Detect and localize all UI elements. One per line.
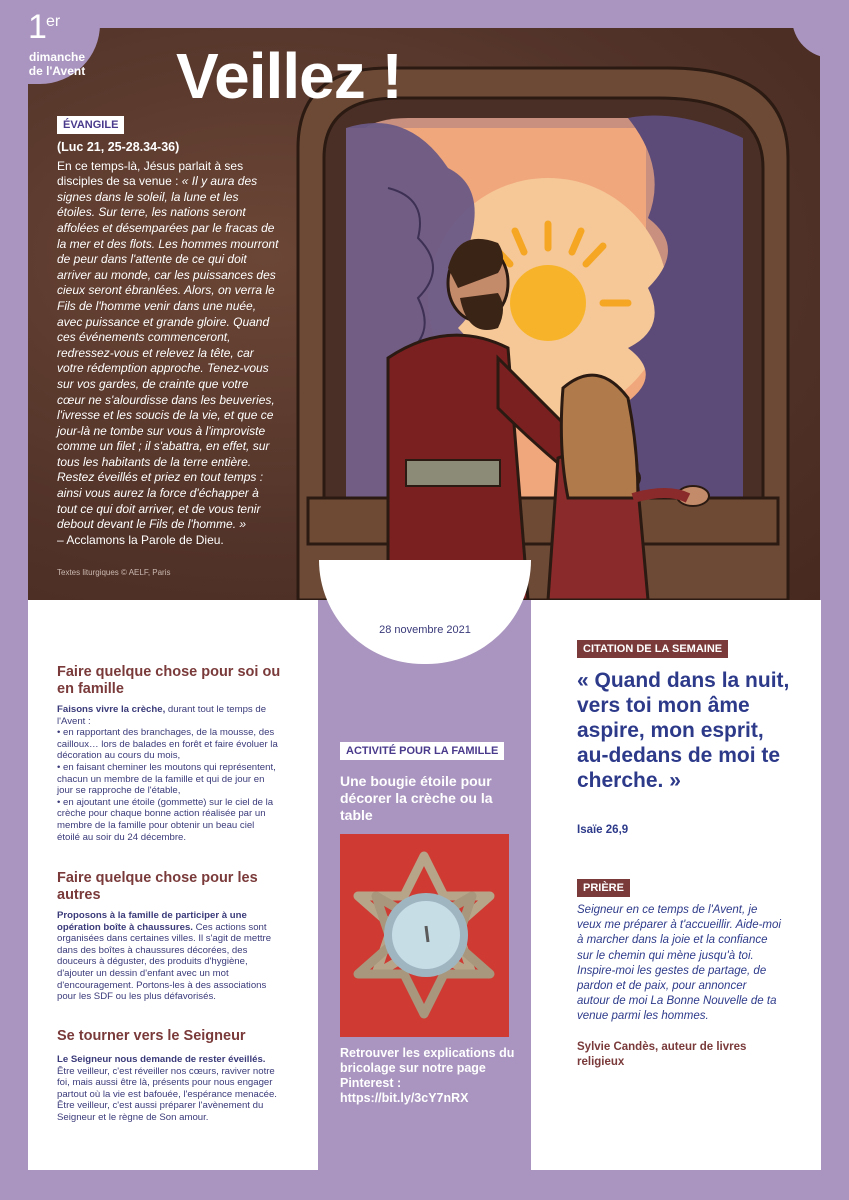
section-lead: Faisons vivre la crèche, bbox=[57, 704, 166, 715]
activity-title: Une bougie étoile pour décorer la crèche ou la table bbox=[340, 773, 493, 823]
section-lead: Le Seigneur nous demande de rester éveillés. bbox=[57, 1054, 266, 1065]
day-superscript: er bbox=[46, 13, 61, 30]
gospel-tag: ÉVANGILE bbox=[57, 116, 124, 134]
candle-star-photo bbox=[340, 834, 509, 1037]
section-title-self: Faire quelque chose pour soi ou en famille bbox=[57, 664, 281, 697]
star-candle-icon bbox=[340, 834, 509, 1037]
gospel-quote: « Il y aura des signes dans le soleil, la lune et les étoiles. Sur terre, les nations seront affolées et désemparées par le fracas de la mer et des flots. Les hommes mourront de peur dans l'attente de ce qui doit arriver au monde, car les puissances des cieux seront ébranlées. Alors, on verra le Fils de l'homme venir dans une nuée, avec puissance et grande gloire. Quand ces événements commenceront, redressez-vous et relevez la tête, car votre rédemption approche. Tenez-vous sur vos gardes, de crainte que votre cœur ne s'alourdisse dans les beuveries, l'ivresse et les soucis de la vie, et que ce jour-là ne tombe sur vous à l'improviste comme un filet ; il s'abattra, en effet, sur tous les habitants de la terre entière. Restez éveillés et priez en tout temps : ainsi vous aurez la force d'échapper à tout ce qui doit arriver, et de vous tenir debout devant le Fils de l'homme. » bbox=[57, 174, 279, 532]
section-title-others: Faire quelque chose pour les autres bbox=[57, 870, 258, 903]
section-body-self bbox=[57, 704, 279, 843]
weekly-quote: « Quand dans la nuit, vers toi mon âme aspire, mon esprit, au-dedans de moi te cherche. » bbox=[577, 669, 790, 792]
quote-source: Isaïe 26,9 bbox=[577, 824, 629, 836]
copyright-note: Textes liturgiques © AELF, Paris bbox=[57, 568, 171, 577]
section-body-lord bbox=[57, 1054, 279, 1124]
gospel-closing: – Acclamons la Parole de Dieu. bbox=[57, 532, 224, 547]
prayer-text: Seigneur en ce temps de l'Avent, je veux me préparer à t'accueillir. Aide-moi à marcher dans la joie et la confiance sur le chemin qui mène jusqu'à toi. Inspire-moi les gestes de partage, de pardon et de paix, pour annoncer autour de moi La Bonne Nouvelle de ta venue parmi les hommes. bbox=[577, 904, 781, 1023]
section-title-lord: Se tourner vers le Seigneur bbox=[57, 1028, 246, 1044]
section-text: Ces actions sont organisées dans certaines villes. Il s'agit de mettre dans des boîtes à chaussures décorées, des douceurs à déguster, des produits d'hygiène, d'ajouter un dessin d'enfant avec un mot d'encouragement. Portons-les à des associations pour les SDF ou les plus défavorisés. bbox=[57, 921, 272, 1003]
date-circle bbox=[319, 560, 531, 664]
quote-tag: CITATION DE LA SEMAINE bbox=[577, 640, 728, 658]
bullet-1: • en rapportant des branchages, de la mousse, des cailloux… lors de balades en forêt et faire évoluer la décoration au cours du mois, bbox=[57, 727, 278, 762]
bullet-3: • en ajoutant une étoile (gommette) sur le ciel de la crèche pour chaque bonne action réalisée par un membre de la famille pour obtenir un beau ciel étoilé au soir du 24 décembre. bbox=[57, 796, 274, 843]
prayer-author: Sylvie Candès, auteur de livres religieux bbox=[577, 1041, 747, 1068]
section-body-others bbox=[57, 910, 279, 1003]
bullet-2: • en faisant cheminer les moutons qui représentent, chacun un membre de la famille et qui de jour en jour se rapproche de l'étable, bbox=[57, 761, 276, 797]
activity-footer: Retrouver les explications du bricolage sur notre page Pinterest : https://bit.ly/3cY7nRX bbox=[340, 1046, 515, 1105]
activity-tag: ACTIVITÉ POUR LA FAMILLE bbox=[340, 742, 504, 760]
page-title: Veillez ! bbox=[176, 40, 402, 112]
date-label: 28 novembre 2021 bbox=[379, 624, 471, 636]
gospel-text-block bbox=[57, 140, 279, 548]
prayer-tag: PRIÈRE bbox=[577, 879, 630, 897]
day-number: 1 bbox=[28, 8, 47, 46]
section-text: Être veilleur, c'est réveiller nos cœurs, raviver notre foi, mais aussi être là, présents pour nous engager partout où la vie est bafouée, l'espérance menacée. Être veilleur, c'est aussi préparer l'avènement du Seigneur et le règne de Son amour. bbox=[57, 1065, 277, 1123]
gospel-reference: (Luc 21, 25-28.34-36) bbox=[57, 140, 180, 154]
gospel-intro: En ce temps-là, Jésus parlait à ses disciples de sa venue : bbox=[57, 158, 244, 189]
section-text: durant tout le temps de l'Avent : bbox=[57, 704, 267, 727]
section-lead: Proposons à la famille de participer à une opération boîte à chaussures. bbox=[57, 910, 247, 933]
day-label: dimanche de l'Avent bbox=[28, 50, 86, 78]
